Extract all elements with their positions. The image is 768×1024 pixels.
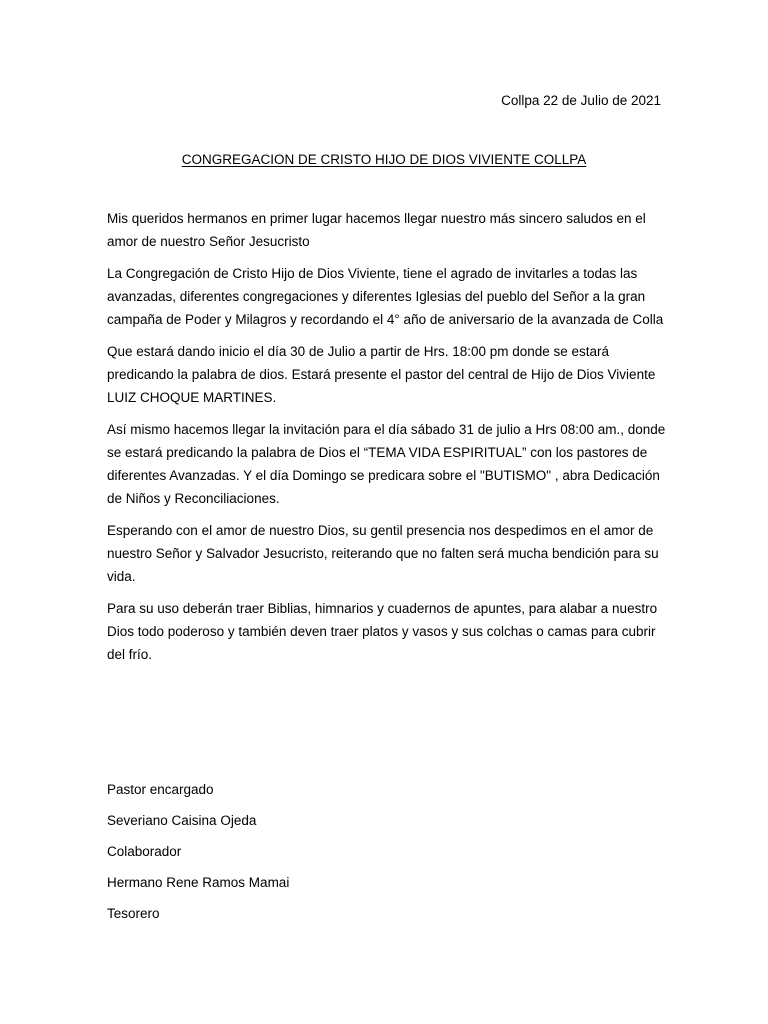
letter-body <box>107 207 667 675</box>
signature-block <box>107 780 507 935</box>
paragraph-requirements: Para su uso deberán traer Biblias, himnarios y cuadernos de apuntes, para alabar a nuestro Dios todo poderoso y también deven traer platos y vasos y sus colchas o camas para cubrir del frío. <box>107 601 658 662</box>
letter-title: CONGREGACION DE CRISTO HIJO DE DIOS VIVIENTE COLLPA <box>181 152 587 167</box>
signature-name-collaborator: Hermano Rene Ramos Mamai <box>107 875 290 890</box>
paragraph-farewell: Esperando con el amor de nuestro Dios, su gentil presencia nos despedimos en el amor de nuestro Señor y Salvador Jesucristo, reiterando que no falten será mucha bendición para su vida. <box>107 523 659 584</box>
paragraph-saturday-sunday: Así mismo hacemos llegar la invitación para el día sábado 31 de julio a Hrs 08:00 am., donde se estará predicando la palabra de Dios el “TEMA VIDA ESPIRITUAL” con los pastores de diferentes Avanzadas. Y el día Domingo se predicara sobre el "BUTISMO" , abra Dedicación de Niños y Reconciliaciones. <box>107 422 666 506</box>
signature-role-treasurer: Tesorero <box>107 906 160 921</box>
paragraph-greeting: Mis queridos hermanos en primer lugar hacemos llegar nuestro más sincero saludos en el amor de nuestro Señor Jesucristo <box>107 211 646 249</box>
signature-name-pastor: Severiano Caisina Ojeda <box>107 813 257 828</box>
signature-role-collaborator: Colaborador <box>107 844 182 859</box>
signature-role-pastor: Pastor encargado <box>107 782 214 797</box>
paragraph-invitation: La Congregación de Cristo Hijo de Dios Viviente, tiene el agrado de invitarles a todas las avanzadas, diferentes congregaciones y diferentes Iglesias del pueblo del Señor a la gran campaña de Poder y Milagros y recordando el 4° año de aniversario de la avanzada de Colla <box>107 266 664 327</box>
paragraph-start-date: Que estará dando inicio el día 30 de Julio a partir de Hrs. 18:00 pm donde se estará predicando la palabra de dios. Estará presente el pastor del central de Hijo de Dios Viviente LUIZ CHOQUE MARTINES. <box>107 344 656 405</box>
letter-date: Collpa 22 de Julio de 2021 <box>501 93 661 108</box>
